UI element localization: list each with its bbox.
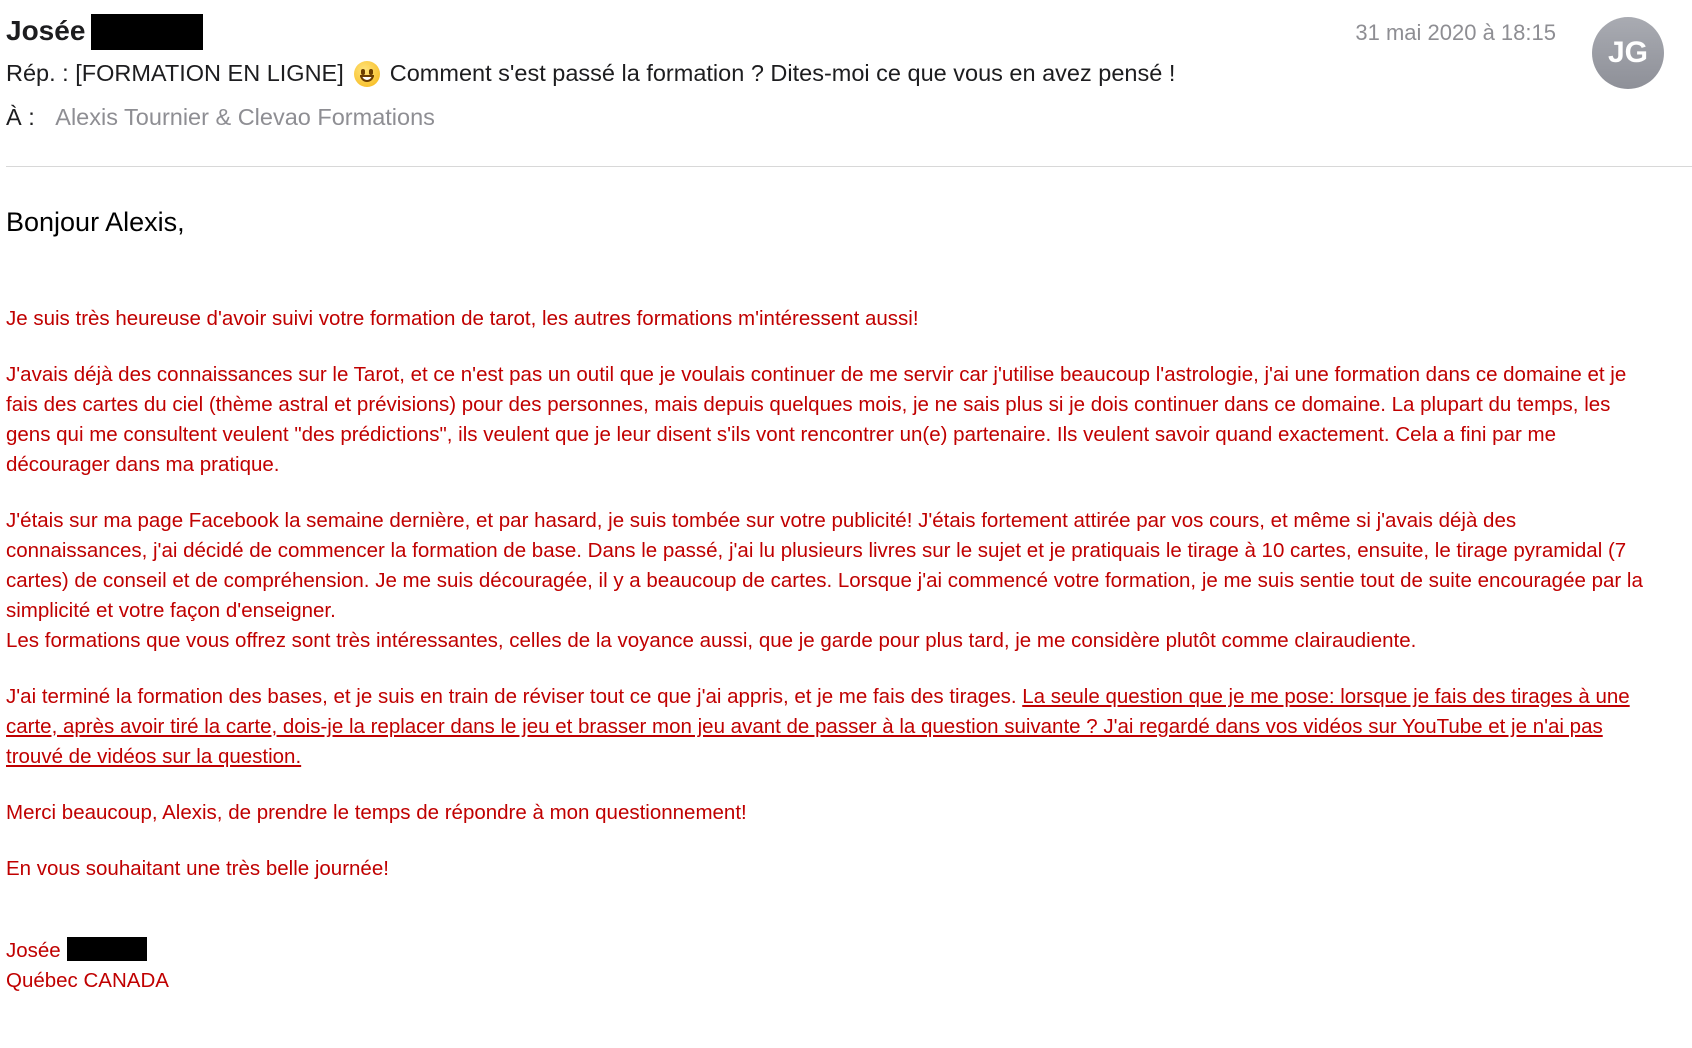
signature-name-line (6, 936, 1646, 966)
subject-text: Comment s'est passé la formation ? Dites-moi ce que vous en avez pensé ! (389, 60, 1176, 86)
question-highlight: La seule question que je me pose: lorsque je fais des tirages à une carte, après avoir tiré la carte, dois-je la replacer dans le jeu et brasser mon jeu avant de passer à la question suivante ? J'ai regardé dans vos vidéos sur YouTube et je n'ai pas trouvé de vidéos sur la question. (6, 685, 1630, 768)
sender-name[interactable]: Josée (6, 15, 86, 46)
to-label: À : (6, 104, 35, 130)
recipients-list[interactable]: Alexis Tournier & Clevao Formations (55, 104, 435, 130)
question-intro: J'ai terminé la formation des bases, et je suis en train de réviser tout ce que j'ai appris, et je me fais des tirages. (6, 685, 1023, 708)
redacted-surname-block (91, 14, 203, 50)
paragraph-question (6, 682, 1646, 772)
avatar-initials: JG (1607, 36, 1649, 69)
message-body (6, 200, 1646, 996)
message-header (0, 0, 1692, 168)
paragraph-intro: Je suis très heureuse d'avoir suivi votre formation de tarot, les autres formations m'intéressent aussi! (6, 307, 919, 330)
paragraph-formations: Les formations que vous offrez sont très intéressantes, celles de la voyance aussi, que je garde pour plus tard, je me considère plutôt comme clairaudiente. (6, 629, 1417, 652)
sender-row (6, 12, 203, 50)
header-divider (6, 166, 1692, 167)
paragraph-closing: En vous souhaitant une très belle journée! (6, 857, 389, 880)
recipients-row (6, 104, 435, 131)
subject-line (6, 60, 1175, 87)
redacted-signature-block (67, 937, 147, 961)
paragraph-thanks: Merci beaucoup, Alexis, de prendre le temps de répondre à mon questionnement! (6, 801, 747, 824)
greeting: Bonjour Alexis, (6, 207, 185, 237)
grinning-face-icon (354, 61, 380, 87)
message-date: 31 mai 2020 à 18:15 (1355, 20, 1556, 45)
sender-avatar[interactable] (1592, 17, 1664, 89)
paragraph-discovery: J'étais sur ma page Facebook la semaine dernière, et par hasard, je suis tombée sur votre publicité! J'étais fortement attirée par vos cours, et même si j'avais déjà des connaissances, j'ai décidé de commencer la formation de base. Dans le passé, j'ai lu plusieurs livres sur le sujet et je pratiquais le tirage à 10 cartes, ensuite, le tirage pyramidal (7 cartes) de conseil et de compréhension. Je me suis découragée, il y a beaucoup de cartes. Lorsque j'ai commencé votre formation, je me suis sentie tout de suite encouragée par la simplicité et votre façon d'enseigner. (6, 509, 1643, 622)
signature-name: Josée (6, 939, 61, 962)
subject-prefix: Rép. : [FORMATION EN LIGNE] (6, 60, 344, 86)
paragraph-background: J'avais déjà des connaissances sur le Tarot, et ce n'est pas un outil que je voulais continuer de me servir car j'utilise beaucoup l'astrologie, j'ai une formation dans ce domaine et je fais des cartes du ciel (thème astral et prévisions) pour des personnes, mais depuis quelques mois, je ne sais plus si je dois continuer dans ce domaine. La plupart du temps, les gens qui me consultent veulent "des prédictions", ils veulent que je leur disent s'ils vont rencontrer un(e) partenaire. Ils veulent savoir quand exactement. Cela a fini par me décourager dans ma pratique. (6, 363, 1627, 476)
signature-location: Québec CANADA (6, 969, 169, 992)
